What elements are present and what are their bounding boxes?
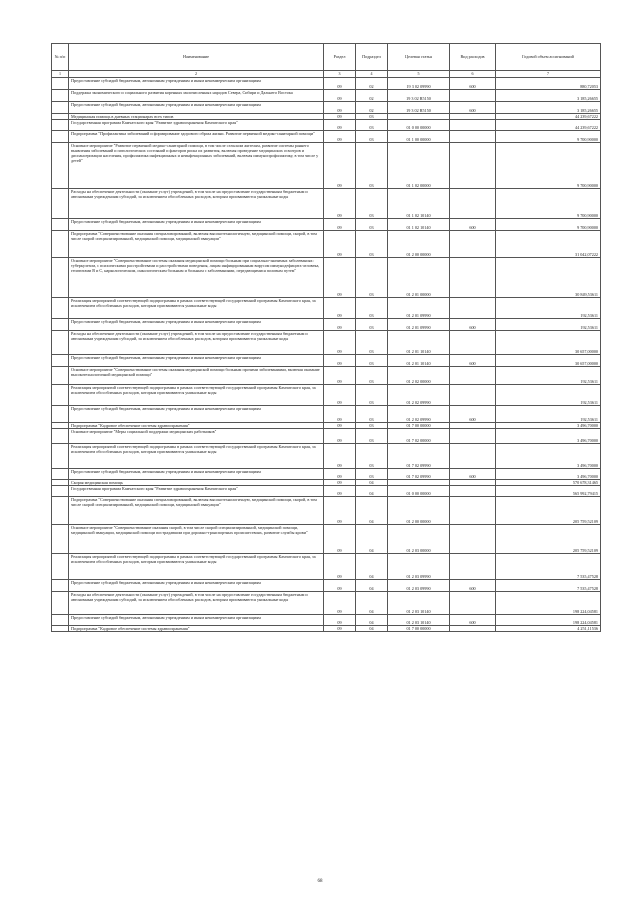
row-number-cell <box>52 231 69 258</box>
row-podrazdel-cell: 04 <box>356 480 388 486</box>
row-name-cell: Подпрограмма "Совершенствование оказания специализированной, включая высокотехнологичную, медицинской помощи, скорой, в том числе скорой специализированной, медицинской помощи, медицинской эвакуации" <box>69 497 324 525</box>
row-expense-type-cell <box>450 525 496 554</box>
col-number: 7 <box>496 71 601 78</box>
row-podrazdel-cell: 04 <box>356 486 388 497</box>
row-target-article-cell: 01 7 02 09990 <box>388 444 450 469</box>
row-amount-cell: 30 657,00000 <box>496 355 601 367</box>
table-row <box>52 367 601 385</box>
row-number-cell <box>52 298 69 319</box>
row-name-cell: Предоставление субсидий бюджетным, автономным учреждениям и иным некоммерческим организациям <box>69 102 324 114</box>
row-target-article-cell: 01 7 00 00000 <box>388 423 450 429</box>
row-target-article-cell: 01 7 02 09990 <box>388 469 450 480</box>
row-razdel-cell: 09 <box>324 525 356 554</box>
row-podrazdel-cell: 02 <box>356 78 388 90</box>
row-expense-type-cell: 600 <box>450 469 496 480</box>
row-expense-type-cell <box>450 331 496 355</box>
row-podrazdel-cell: 03 <box>356 385 388 406</box>
row-target-article-cell: 01 1 00 00000 <box>388 131 450 143</box>
row-target-article-cell: 01 7 02 00000 <box>388 429 450 444</box>
row-razdel-cell: 09 <box>324 298 356 319</box>
row-number-cell <box>52 143 69 189</box>
row-podrazdel-cell: 03 <box>356 131 388 143</box>
table-row <box>52 429 601 444</box>
row-number-cell <box>52 592 69 615</box>
col-number: 5 <box>388 71 450 78</box>
row-podrazdel-cell: 03 <box>356 189 388 219</box>
row-amount-cell: 192,53611 <box>496 298 601 319</box>
row-amount-cell: 880,72053 <box>496 78 601 90</box>
table-row <box>52 189 601 219</box>
row-name-cell: Основное мероприятие "Развитие первичной медико-санитарной помощи, в том числе сельским жителям, развитие системы раннего выявления заболеваний и патологических состояний и факторов риска их развития, включая проведение медицинских осмотров и диспансеризации населения, профилактика инфекционных и неинфекционных заболеваний, включая иммунопрофилактику, в том числе у детей" <box>69 143 324 189</box>
row-podrazdel-cell: 04 <box>356 497 388 525</box>
row-target-article-cell: 01 2 02 09990 <box>388 385 450 406</box>
row-number-cell <box>52 189 69 219</box>
table-row <box>52 592 601 615</box>
col-header-razdel: Раздел <box>324 44 356 71</box>
row-number-cell <box>52 429 69 444</box>
row-number-cell <box>52 486 69 497</box>
table-row <box>52 385 601 406</box>
col-header-podrazdel: Подраздел <box>356 44 388 71</box>
col-header-expense-type: Вид расходов <box>450 44 496 71</box>
row-amount-cell: 30 849,53611 <box>496 258 601 298</box>
row-target-article-cell: 01 2 01 09990 <box>388 298 450 319</box>
row-name-cell: Предоставление субсидий бюджетным, автономным учреждениям и иным некоммерческим организациям <box>69 580 324 592</box>
row-expense-type-cell <box>450 554 496 580</box>
row-target-article-cell: 01 2 03 10140 <box>388 615 450 626</box>
row-podrazdel-cell: 03 <box>356 298 388 319</box>
row-target-article-cell: 01 0 00 00000 <box>388 120 450 131</box>
row-expense-type-cell <box>450 189 496 219</box>
row-target-article-cell: 01 2 00 00000 <box>388 497 450 525</box>
column-number-row <box>52 71 601 78</box>
row-expense-type-cell: 600 <box>450 615 496 626</box>
row-podrazdel-cell: 03 <box>356 258 388 298</box>
row-razdel-cell: 09 <box>324 231 356 258</box>
row-target-article-cell: 01 1 02 00000 <box>388 143 450 189</box>
row-razdel-cell: 09 <box>324 189 356 219</box>
row-number-cell <box>52 131 69 143</box>
row-razdel-cell: 09 <box>324 120 356 131</box>
table-row <box>52 525 601 554</box>
row-number-cell <box>52 497 69 525</box>
row-number-cell <box>52 78 69 90</box>
row-amount-cell: 205 759,52109 <box>496 525 601 554</box>
table-row <box>52 406 601 423</box>
row-amount-cell: 3 496,70000 <box>496 429 601 444</box>
row-target-article-cell: 19 3 02 R5150 <box>388 102 450 114</box>
row-target-article-cell: 01 2 03 10140 <box>388 592 450 615</box>
row-expense-type-cell: 600 <box>450 580 496 592</box>
table-row <box>52 102 601 114</box>
table-row <box>52 90 601 102</box>
row-podrazdel-cell: 03 <box>356 469 388 480</box>
table-row <box>52 219 601 231</box>
row-number-cell <box>52 469 69 480</box>
row-podrazdel-cell: 03 <box>356 429 388 444</box>
row-amount-cell: 565 992,79415 <box>496 486 601 497</box>
row-number-cell <box>52 406 69 423</box>
row-podrazdel-cell: 03 <box>356 444 388 469</box>
table-row <box>52 78 601 90</box>
row-razdel-cell: 09 <box>324 219 356 231</box>
row-number-cell <box>52 367 69 385</box>
row-expense-type-cell <box>450 592 496 615</box>
row-amount-cell: 31 042,07222 <box>496 231 601 258</box>
row-expense-type-cell: 600 <box>450 78 496 90</box>
row-podrazdel-cell: 03 <box>356 406 388 423</box>
table-row <box>52 131 601 143</box>
table-row <box>52 486 601 497</box>
col-number: 3 <box>324 71 356 78</box>
col-number: 2 <box>69 71 324 78</box>
row-expense-type-cell: 600 <box>450 319 496 331</box>
row-razdel-cell: 09 <box>324 444 356 469</box>
row-podrazdel-cell: 03 <box>356 423 388 429</box>
row-amount-cell: 192,53611 <box>496 319 601 331</box>
table-row <box>52 231 601 258</box>
row-name-cell: Предоставление субсидий бюджетным, автономным учреждениям и иным некоммерческим организациям <box>69 355 324 367</box>
row-number-cell <box>52 444 69 469</box>
row-amount-cell: 192,53611 <box>496 406 601 423</box>
row-razdel-cell: 09 <box>324 406 356 423</box>
row-razdel-cell: 09 <box>324 626 356 632</box>
row-name-cell: Государственная программа Камчатского края "Развитие здравоохранения Камчатского края" <box>69 486 324 497</box>
header-row <box>52 44 601 71</box>
row-target-article-cell: 01 2 01 09990 <box>388 319 450 331</box>
row-expense-type-cell <box>450 90 496 102</box>
row-name-cell: Подпрограмма "Кадровое обеспечение системы здравоохранения" <box>69 423 324 429</box>
row-target-article-cell: 01 2 01 10140 <box>388 355 450 367</box>
row-razdel-cell: 09 <box>324 486 356 497</box>
col-header-name: Наименование <box>69 44 324 71</box>
row-target-article-cell: 01 2 02 00000 <box>388 367 450 385</box>
row-expense-type-cell: 600 <box>450 102 496 114</box>
row-name-cell: Реализация мероприятий соответствующей подпрограммы в рамках соответствующей государственной программы Камчатского края, за исключением обособленных расходов, которым присваиваются уникальные коды <box>69 554 324 580</box>
row-razdel-cell: 09 <box>324 258 356 298</box>
row-razdel-cell: 09 <box>324 615 356 626</box>
row-target-article-cell: 01 2 01 10140 <box>388 331 450 355</box>
row-name-cell: Основное мероприятие "Совершенствование системы оказания медицинской помощи больным при социально-значимых заболеваниях: туберкулезом, с психическими расстройствами и расстройствами поведения, лицам инфицированным вирусом иммунодефицита человека, гепатитами В и С, наркологическим, онкологическим больным и больным с заболеваниями, передающимися половым путем" <box>69 258 324 298</box>
col-number: 1 <box>52 71 69 78</box>
row-podrazdel-cell: 03 <box>356 355 388 367</box>
row-amount-cell: 9 700,90000 <box>496 219 601 231</box>
row-razdel-cell: 09 <box>324 143 356 189</box>
row-name-cell: Предоставление субсидий бюджетным, автономным учреждениям и иным некоммерческим организациям <box>69 78 324 90</box>
row-amount-cell: 198 224,04581 <box>496 592 601 615</box>
row-number-cell <box>52 120 69 131</box>
row-expense-type-cell <box>450 258 496 298</box>
row-expense-type-cell <box>450 626 496 632</box>
row-number-cell <box>52 331 69 355</box>
row-name-cell: Государственная программа Камчатского края "Развитие здравоохранения Камчатского края" <box>69 120 324 131</box>
row-amount-cell: 570 678,31465 <box>496 480 601 486</box>
col-header-number: № п/п <box>52 44 69 71</box>
row-number-cell <box>52 258 69 298</box>
budget-table <box>51 43 601 632</box>
row-expense-type-cell <box>450 444 496 469</box>
row-razdel-cell: 09 <box>324 331 356 355</box>
row-expense-type-cell: 600 <box>450 355 496 367</box>
row-podrazdel-cell: 04 <box>356 626 388 632</box>
row-razdel-cell: 09 <box>324 319 356 331</box>
row-amount-cell: 7 535,47528 <box>496 580 601 592</box>
row-amount-cell: 3 185,26655 <box>496 102 601 114</box>
row-expense-type-cell <box>450 298 496 319</box>
row-name-cell: Расходы на обеспечение деятельности (оказание услуг) учреждений, в том числе на предоставление государственным бюджетным и автономным учреждениям субсидий, за исключением обособленных расходов, которым присваиваются уникальные коды <box>69 189 324 219</box>
row-expense-type-cell <box>450 120 496 131</box>
col-number: 4 <box>356 71 388 78</box>
row-name-cell: Предоставление субсидий бюджетным, автономным учреждениям и иным некоммерческим организациям <box>69 319 324 331</box>
row-podrazdel-cell: 04 <box>356 580 388 592</box>
row-name-cell: Реализация мероприятий соответствующей подпрограммы в рамках соответствующей государственной программы Камчатского края, за исключением обособленных расходов, которым присваиваются уникальные коды <box>69 298 324 319</box>
row-number-cell <box>52 615 69 626</box>
row-target-article-cell: 19 3 02 09990 <box>388 78 450 90</box>
row-target-article-cell: 01 2 02 09990 <box>388 406 450 423</box>
row-target-article-cell: 19 3 02 R5150 <box>388 90 450 102</box>
col-number: 6 <box>450 71 496 78</box>
row-amount-cell: 9 700,90000 <box>496 143 601 189</box>
row-amount-cell: 7 535,47528 <box>496 554 601 580</box>
row-amount-cell: 3 185,26655 <box>496 90 601 102</box>
table-row <box>52 554 601 580</box>
table-row <box>52 258 601 298</box>
table-row <box>52 580 601 592</box>
row-razdel-cell: 09 <box>324 131 356 143</box>
table-row <box>52 615 601 626</box>
row-name-cell: Подпрограмма "Совершенствование оказания специализированной, включая высокотехнологичную, медицинской помощи, скорой, в том числе скорой специализированной, медицинской помощи, медицинской эвакуации" <box>69 231 324 258</box>
row-number-cell <box>52 90 69 102</box>
row-name-cell: Основное мероприятие "Меры социальной поддержки медицинских работников" <box>69 429 324 444</box>
row-podrazdel-cell: 03 <box>356 367 388 385</box>
row-razdel-cell: 09 <box>324 480 356 486</box>
row-name-cell: Реализация мероприятий соответствующей подпрограммы в рамках соответствующей государственной программы Камчатского края, за исключением обособленных расходов, которым присваиваются уникальные коды <box>69 444 324 469</box>
row-amount-cell: 30 657,00000 <box>496 331 601 355</box>
row-podrazdel-cell: 02 <box>356 102 388 114</box>
row-name-cell: Медицинская помощь в дневных стационарах всех типов <box>69 114 324 120</box>
row-podrazdel-cell: 03 <box>356 114 388 120</box>
row-podrazdel-cell: 03 <box>356 143 388 189</box>
row-target-article-cell: 01 2 03 09990 <box>388 554 450 580</box>
row-expense-type-cell <box>450 143 496 189</box>
row-amount-cell: 3 496,70000 <box>496 423 601 429</box>
row-razdel-cell: 09 <box>324 592 356 615</box>
row-expense-type-cell <box>450 385 496 406</box>
row-name-cell: Скорая медицинская помощь <box>69 480 324 486</box>
row-target-article-cell: 01 0 00 00000 <box>388 486 450 497</box>
row-name-cell: Предоставление субсидий бюджетным, автономным учреждениям и иным некоммерческим организациям <box>69 406 324 423</box>
table-row <box>52 331 601 355</box>
row-razdel-cell: 09 <box>324 497 356 525</box>
table-row <box>52 120 601 131</box>
row-expense-type-cell <box>450 486 496 497</box>
row-razdel-cell: 09 <box>324 114 356 120</box>
row-podrazdel-cell: 03 <box>356 120 388 131</box>
row-name-cell: Предоставление субсидий бюджетным, автономным учреждениям и иным некоммерческим организациям <box>69 219 324 231</box>
row-amount-cell: 3 496,70000 <box>496 444 601 469</box>
row-name-cell: Расходы на обеспечение деятельности (оказание услуг) учреждений, в том числе на предоставление государственным бюджетным и автономным учреждениям субсидий, за исключением обособленных расходов, которым присваиваются уникальные коды <box>69 592 324 615</box>
row-amount-cell: 192,53611 <box>496 367 601 385</box>
col-header-target-article: Целевая статья <box>388 44 450 71</box>
row-expense-type-cell <box>450 131 496 143</box>
row-razdel-cell: 09 <box>324 355 356 367</box>
row-name-cell: Реализация мероприятий соответствующей подпрограммы в рамках соответствующей государственной программы Камчатского края, за исключением обособленных расходов, которым присваиваются уникальные коды <box>69 385 324 406</box>
row-razdel-cell: 09 <box>324 423 356 429</box>
row-number-cell <box>52 580 69 592</box>
table-row <box>52 355 601 367</box>
row-name-cell: Подпрограмма "Кадровое обеспечение системы здравоохранения" <box>69 626 324 632</box>
row-podrazdel-cell: 04 <box>356 554 388 580</box>
row-razdel-cell: 09 <box>324 102 356 114</box>
row-name-cell: Основное мероприятие "Совершенствование оказания скорой, в том числе скорой специализированной, медицинской помощи, медицинской эвакуации, медицинской помощи пострадавшим при дорожно-транспортных происшествиях, развитие службы крови" <box>69 525 324 554</box>
row-amount-cell: 198 224,04581 <box>496 615 601 626</box>
row-amount-cell: 3 496,70000 <box>496 469 601 480</box>
row-target-article-cell: 01 1 02 10140 <box>388 219 450 231</box>
row-podrazdel-cell: 04 <box>356 525 388 554</box>
row-amount-cell: 4 251,11536 <box>496 626 601 632</box>
row-expense-type-cell: 600 <box>450 406 496 423</box>
row-number-cell <box>52 525 69 554</box>
row-expense-type-cell <box>450 429 496 444</box>
row-expense-type-cell: 600 <box>450 219 496 231</box>
row-name-cell: Подпрограмма "Профилактика заболеваний и формирование здорового образа жизни. Развитие первичной медико-санитарной помощи" <box>69 131 324 143</box>
row-name-cell: Предоставление субсидий бюджетным, автономным учреждениям и иным некоммерческим организациям <box>69 469 324 480</box>
row-razdel-cell: 09 <box>324 367 356 385</box>
row-podrazdel-cell: 03 <box>356 219 388 231</box>
row-amount-cell: 192,53611 <box>496 385 601 406</box>
row-number-cell <box>52 626 69 632</box>
row-amount-cell: 9 700,90000 <box>496 131 601 143</box>
table-row <box>52 143 601 189</box>
row-amount-cell: 44 239,67222 <box>496 120 601 131</box>
row-target-article-cell: 01 2 03 09990 <box>388 580 450 592</box>
row-razdel-cell: 09 <box>324 90 356 102</box>
row-target-article-cell: 01 1 02 10140 <box>388 189 450 219</box>
row-number-cell <box>52 554 69 580</box>
row-expense-type-cell <box>450 231 496 258</box>
row-expense-type-cell <box>450 367 496 385</box>
row-name-cell: Предоставление субсидий бюджетным, автономным учреждениям и иным некоммерческим организациям <box>69 615 324 626</box>
row-target-article-cell: 01 2 03 00000 <box>388 525 450 554</box>
row-podrazdel-cell: 04 <box>356 615 388 626</box>
row-name-cell: Основное мероприятие "Совершенствование системы оказания медицинской помощи больным прочими заболеваниями, включая оказание высокотехнологичной медицинской помощи" <box>69 367 324 385</box>
row-number-cell <box>52 219 69 231</box>
row-podrazdel-cell: 03 <box>356 231 388 258</box>
table-row <box>52 319 601 331</box>
row-razdel-cell: 09 <box>324 554 356 580</box>
table-row <box>52 497 601 525</box>
table-row <box>52 469 601 480</box>
row-name-cell: Поддержка экономического и социального развития коренных малочисленных народов Севера, Сибири и Дальнего Востока <box>69 90 324 102</box>
row-target-article-cell: 01 7 00 00000 <box>388 626 450 632</box>
row-number-cell <box>52 385 69 406</box>
row-expense-type-cell <box>450 497 496 525</box>
row-razdel-cell: 09 <box>324 469 356 480</box>
table-row <box>52 298 601 319</box>
row-razdel-cell: 09 <box>324 580 356 592</box>
row-name-cell: Расходы на обеспечение деятельности (оказание услуг) учреждений, в том числе на предоставление государственным бюджетным и автономным учреждениям субсидий, за исключением обособленных расходов, которым присваиваются уникальные коды <box>69 331 324 355</box>
row-amount-cell: 9 700,90000 <box>496 189 601 219</box>
row-number-cell <box>52 319 69 331</box>
row-amount-cell: 44 239,67222 <box>496 114 601 120</box>
row-razdel-cell: 09 <box>324 429 356 444</box>
row-number-cell <box>52 355 69 367</box>
row-razdel-cell: 09 <box>324 385 356 406</box>
table-row <box>52 626 601 632</box>
row-podrazdel-cell: 03 <box>356 319 388 331</box>
col-header-annual-amount: Годовой объем ассигнований <box>496 44 601 71</box>
row-amount-cell: 205 759,52109 <box>496 497 601 525</box>
row-number-cell <box>52 102 69 114</box>
row-razdel-cell: 09 <box>324 78 356 90</box>
table-row <box>52 444 601 469</box>
row-target-article-cell: 01 2 01 00000 <box>388 258 450 298</box>
row-target-article-cell: 01 2 00 00000 <box>388 231 450 258</box>
row-podrazdel-cell: 02 <box>356 90 388 102</box>
page-number: 68 <box>317 879 323 884</box>
row-podrazdel-cell: 03 <box>356 331 388 355</box>
row-podrazdel-cell: 04 <box>356 592 388 615</box>
